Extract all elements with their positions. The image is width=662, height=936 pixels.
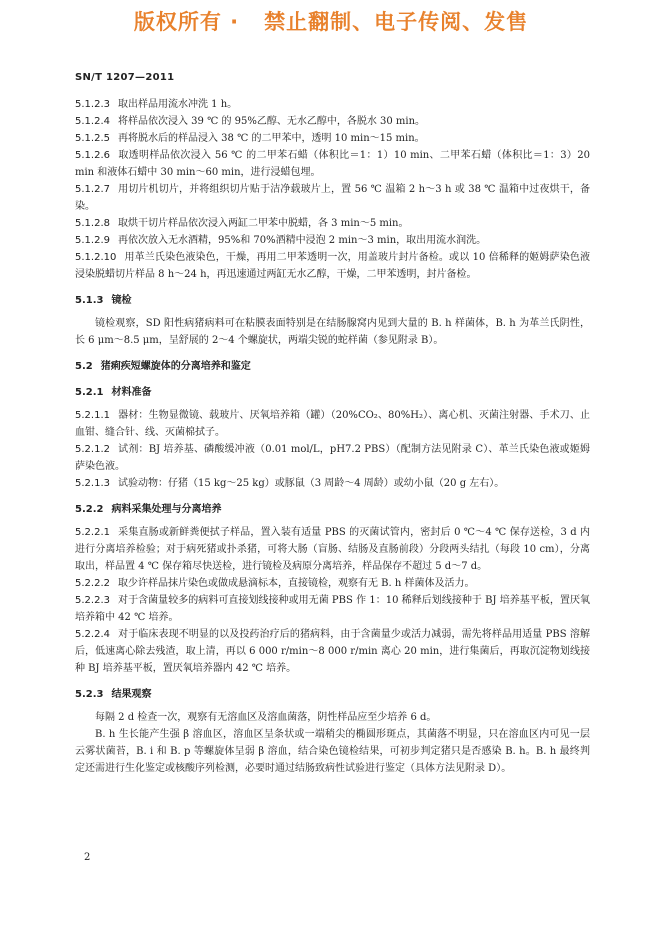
section-number: 5.1.3 <box>75 295 104 306</box>
section-number: 5.2 <box>75 361 93 372</box>
clause-5-2-1-2 <box>75 441 590 475</box>
clause-text: 对于临床表现不明显的以及投药治疗后的猪病料，由于含菌量少或活力减弱，需先将样品用适量 PBS 溶解后，低速离心除去残渣，取上清，再以 6 000 r/min～8 000 r/min 离心 20 min，进行集菌后，再取沉淀物划线接种 BJ 培养基平板，置厌氧培养器内 42 ℃ 培养。 <box>75 629 590 674</box>
clause-number: 5.1.2.3 <box>75 99 110 110</box>
clause-5-1-2-8 <box>75 215 590 232</box>
clause-text: 对于含菌量较多的病料可直接划线接种或用无菌 PBS 作 1：10 稀释后划线接种于 BJ 培养基平板，置厌氧培养箱中 42 ℃ 培养。 <box>75 595 590 623</box>
section-title: 镜检 <box>111 295 132 306</box>
clause-text: 试验动物：仔猪（15 kg～25 kg）或豚鼠（3 周龄～4 周龄）或幼小鼠（20 g 左右）。 <box>118 478 505 489</box>
clause-5-1-2-10 <box>75 249 590 283</box>
clause-number: 5.1.2.8 <box>75 218 110 229</box>
paragraph-microscopy: 镜检观察，SD 阳性病猪病料可在粘膜表面特别是在结肠腺窝内见到大量的 B. h 样菌体，B. h 为革兰氏阴性，长 6 μm～8.5 μm，呈舒展的 2～4 个螺旋状，两端尖锐的蛇样菌（参见附录 B）。 <box>75 318 590 346</box>
clause-number: 5.2.2.3 <box>75 595 110 606</box>
clause-5-1-2-6 <box>75 147 590 181</box>
clause-5-1-2-9 <box>75 232 590 249</box>
clause-5-2-2-1 <box>75 524 590 575</box>
clause-text: 用切片机切片，并将组织切片贴于洁净载玻片上，置 56 ℃ 温箱 2 h～3 h 或 38 ℃ 温箱中过夜烘干，备染。 <box>75 184 590 212</box>
clause-number: 5.1.2.10 <box>75 252 117 263</box>
clause-text: 取出样品用流水冲洗 1 h。 <box>118 99 238 110</box>
section-title: 病料采集处理与分离培养 <box>111 504 222 515</box>
section-heading-5-1-3 <box>75 292 590 309</box>
clause-5-2-2-2 <box>75 575 590 592</box>
clause-text: 用革兰氏染色液染色，干燥，再用二甲苯透明一次，用盖玻片封片备检。或以 10 倍稀释的姬姆萨染色液浸染脱蜡切片样品 8 h～24 h，再迅速通过两缸无水乙醇，干燥，二甲苯透明，封片备检。 <box>75 252 590 280</box>
clause-number: 5.1.2.5 <box>75 133 110 144</box>
clause-5-2-2-4 <box>75 626 590 677</box>
clause-text: 再将脱水后的样品浸入 38 ℃ 的二甲苯中，透明 10 min～15 min。 <box>118 133 425 144</box>
clause-5-2-1-1 <box>75 407 590 441</box>
clause-text: 取少许样品抹片染色或做成悬滴标本，直接镜检，观察有无 B. h 样菌体及活力。 <box>118 578 475 589</box>
section-number: 5.2.1 <box>75 387 104 398</box>
section-number: 5.2.2 <box>75 504 104 515</box>
standard-code: SN/T 1207—2011 <box>75 72 175 83</box>
watermark-banner: 版权所有 · 禁止翻制、电子传阅、发售 <box>133 10 529 34</box>
clause-text: 器材：生物显微镜、载玻片、厌氧培养箱（罐）（20%CO₂、80%H₂）、离心机、灭菌注射器、手术刀、止血钳、缝合针、线、灭菌棉拭子。 <box>75 410 590 438</box>
section-title: 结果观察 <box>111 689 152 700</box>
document-body <box>75 96 590 777</box>
section-heading-5-2-3 <box>75 686 590 703</box>
section-heading-5-2 <box>75 358 590 375</box>
clause-number: 5.1.2.4 <box>75 116 110 127</box>
clause-text: 再依次放入无水酒精，95%和 70%酒精中浸泡 2 min～3 min，取出用流水润洗。 <box>118 235 487 246</box>
clause-number: 5.2.1.2 <box>75 444 110 455</box>
clause-5-1-2-3 <box>75 96 590 113</box>
section-heading-5-2-2 <box>75 501 590 518</box>
section-heading-5-2-1 <box>75 384 590 401</box>
clause-5-1-2-4 <box>75 113 590 130</box>
page-number: 2 <box>84 852 91 863</box>
clause-text: 将样品依次浸入 39 ℃ 的 95%乙醇、无水乙醇中，各脱水 30 min。 <box>118 116 426 127</box>
section-title: 猪痢疾短螺旋体的分离培养和鉴定 <box>100 361 251 372</box>
section-number: 5.2.3 <box>75 689 104 700</box>
clause-number: 5.2.2.4 <box>75 629 110 640</box>
clause-text: 试剂：BJ 培养基、磷酸缓冲液（0.01 mol/L，pH7.2 PBS）（配制方法见附录 C）、革兰氏染色液或姬姆萨染色液。 <box>75 444 590 472</box>
paragraph-observation-1: 每隔 2 d 检查一次，观察有无溶血区及溶血菌落，阴性样品应至少培养 6 d。 <box>95 712 437 723</box>
clause-number: 5.2.2.2 <box>75 578 110 589</box>
clause-text: 取烘干切片样品依次浸入两缸二甲苯中脱蜡，各 3 min～5 min。 <box>118 218 409 229</box>
clause-number: 5.1.2.9 <box>75 235 110 246</box>
clause-text: 采集直肠或新鲜粪便拭子样品，置入装有适量 PBS 的灭菌试管内，密封后 0 ℃～4 ℃ 保存送检，3 d 内进行分离培养检验；对于病死猪或扑杀猪，可将大肠（盲肠、结肠及直肠前段）分段两头结扎（每段 10 cm），分离取出，样品置 4 ℃ 保存箱尽快送检，进行镜检及病原分离培养，样品保存不超过 5 d～7 d。 <box>75 527 590 572</box>
clause-number: 5.1.2.6 <box>75 150 110 161</box>
clause-5-1-2-5 <box>75 130 590 147</box>
clause-number: 5.2.2.1 <box>75 527 110 538</box>
clause-number: 5.2.1.1 <box>75 410 110 421</box>
clause-5-2-2-3 <box>75 592 590 626</box>
clause-number: 5.2.1.3 <box>75 478 110 489</box>
section-title: 材料准备 <box>111 387 152 398</box>
clause-text: 取透明样品依次浸入 56 ℃ 的二甲苯石蜡（体积比＝1：1）10 min、二甲苯石蜡（体积比＝1：3）20 min 和液体石蜡中 30 min～60 min，进行浸蜡包埋。 <box>75 150 590 178</box>
clause-number: 5.1.2.7 <box>75 184 110 195</box>
paragraph-observation-2: B. h 生长能产生强 β 溶血区，溶血区呈条状或一端稍尖的椭圆形斑点，其菌落不明显，只在溶血区内可见一层云雾状菌苔，B. i 和 B. p 等螺旋体呈弱 β 溶血，结合染色镜检结果，可初步判定猪只是否感染 B. h。B. h 最终判定还需进行生化鉴定或核酸序列检测，必要时通过结肠致病性试验进行鉴定（具体方法见附录 D）。 <box>75 729 590 774</box>
clause-5-1-2-7 <box>75 181 590 215</box>
clause-5-2-1-3 <box>75 475 590 492</box>
